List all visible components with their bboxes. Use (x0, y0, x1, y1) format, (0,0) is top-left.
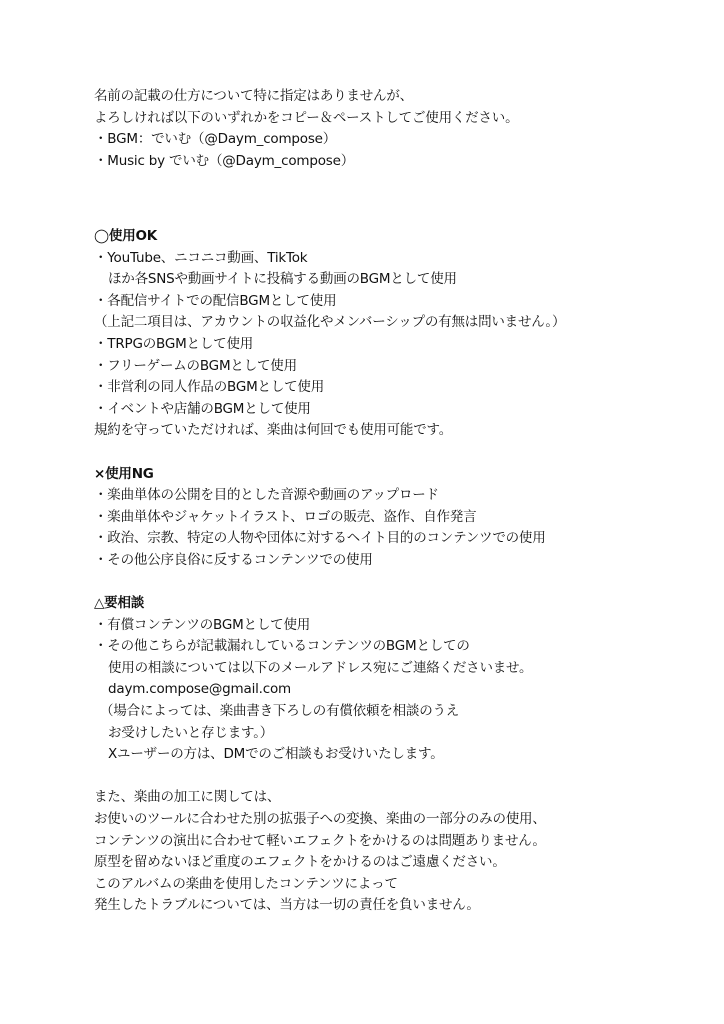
intro-section (94, 86, 704, 172)
ok-item: ・YouTube、ニコニコ動画、TikTok (94, 249, 308, 266)
closing-line: また、楽曲の加工に関しては、 (94, 789, 281, 806)
consult-item: ・有償コンテンツのBGMとして使用 (94, 616, 311, 633)
consult-section (94, 593, 704, 766)
ng-item: ・楽曲単体やジャケットイラスト、ロゴの販売、盗作、自作発言 (94, 508, 477, 525)
consult-item-continuation: 使用の相談については以下のメールアドレス宛にご連絡くださいませ。 (108, 659, 533, 676)
credit-format-music-by: ・Music by でいむ（@Daym_compose） (94, 152, 355, 169)
intro-line: よろしければ以下のいずれかをコピー＆ペーストしてご使用ください。 (94, 109, 519, 126)
closing-line: お使いのツールに合わせた別の拡張子への変換、楽曲の一部分のみの使用、 (94, 811, 546, 827)
ok-heading: ◯使用OK (94, 227, 158, 244)
ng-item: ・楽曲単体の公開を目的とした音源や動画のアップロード (94, 487, 439, 504)
ok-item: ・フリーゲームのBGMとして使用 (94, 357, 297, 374)
ng-item: ・政治、宗教、特定の人物や団体に対するヘイト目的のコンテンツでの使用 (94, 530, 546, 547)
ok-item: ・TRPGのBGMとして使用 (94, 335, 254, 352)
closing-line: このアルバムの楽曲を使用したコンテンツによって (94, 875, 398, 892)
ok-section (94, 226, 704, 442)
contact-email[interactable]: daym.compose@gmail.com (108, 681, 291, 698)
consult-dm-note: Xユーザーの方は、DMでのご相談もお受けいたします。 (108, 746, 444, 763)
section-spacer (94, 204, 704, 226)
ng-item: ・その他公序良俗に反するコンテンツでの使用 (94, 551, 373, 568)
section-spacer (94, 442, 704, 464)
document-page (94, 86, 704, 917)
consult-item: ・その他こちらが記載漏れしているコンテンツのBGMとしての (94, 638, 470, 655)
ok-item: ・イベントや店舗のBGMとして使用 (94, 400, 311, 417)
consult-heading: △要相談 (94, 595, 145, 612)
closing-line: 原型を留めないほど重度のエフェクトをかけるのはご遠慮ください。 (94, 854, 506, 871)
closing-line: コンテンツの演出に合わせて軽いエフェクトをかけるのは問題ありません。 (94, 832, 546, 849)
closing-line: 発生したトラブルについては、当方は一切の責任を負いません。 (94, 897, 480, 914)
ok-item: ・非営利の同人作品のBGMとして使用 (94, 379, 325, 396)
ng-section (94, 464, 704, 572)
consult-note-continuation: お受けしたいと存じます。） (108, 724, 274, 741)
consult-note: （場合によっては、楽曲書き下ろしの有償依頼を相談のうえ (100, 703, 460, 720)
ok-item: ・各配信サイトでの配信BGMとして使用 (94, 292, 337, 309)
ok-summary: 規約を守っていただければ、楽曲は何回でも使用可能です。 (94, 422, 453, 439)
ng-heading: ×使用NG (94, 465, 154, 482)
section-spacer (94, 766, 704, 788)
ok-item-continuation: ほか各SNSや動画サイトに投稿する動画のBGMとして使用 (108, 271, 457, 288)
section-spacer (94, 571, 704, 593)
ok-note: （上記二項目は、アカウントの収益化やメンバーシップの有無は問いません。） (94, 314, 566, 331)
credit-format-bgm: ・BGM：でいむ（@Daym_compose） (94, 131, 337, 148)
intro-line: 名前の記載の仕方について特に指定はありませんが、 (94, 88, 413, 104)
section-spacer (94, 172, 704, 204)
closing-section (94, 787, 704, 917)
